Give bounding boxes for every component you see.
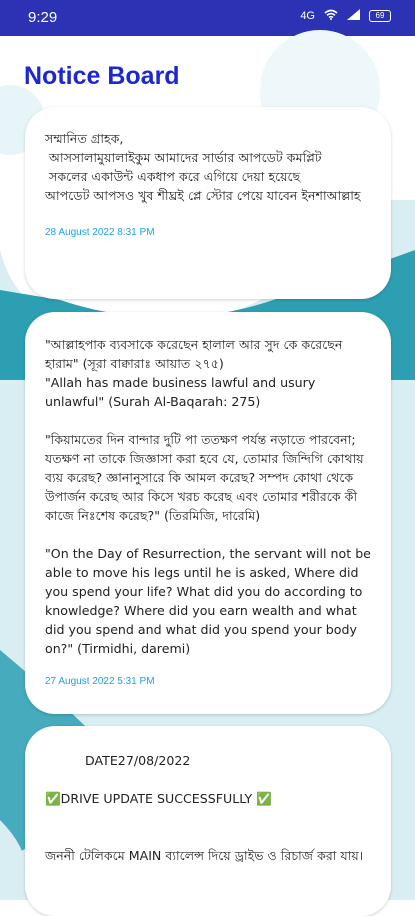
page-title: Notice Board xyxy=(24,62,180,90)
network-type-icon: 4G xyxy=(300,10,315,22)
battery-icon: 69 xyxy=(369,10,391,22)
notice-message: DATE27/08/2022 ✅DRIVE UPDATE SUCCESSFULLY ✅ জননী টেলিকমে MAIN ব্যালেন্স দিয়ে ড্রাইভ ও রিচার্জ করা যায়। xyxy=(45,753,364,863)
notice-card[interactable] xyxy=(25,107,391,299)
notice-message: "আল্লাহপাক ব্যবসাকে করেছেন হালাল আর সুদ কে করেছেন হারাম" (সূরা বাক্বারাঃ আয়াত ২৭৫) "Allah has made business lawful and usury unlawful" (Surah Al-Baqarah: 275) "কিয়ামতের দিন বান্দার দুটি পা ততক্ষণ পর্যন্ত নড়াতে পারবেনা; যতক্ষণ না তাকে জিজ্ঞাসা করা হবে যে, তোমার জিন্দিগি কোথায় ব্যয় করেছ? জ্ঞানানুসারে কি আমল করেছ? সম্পদ কোথা থেকে উপার্জন করেছ আর কিসে খরচ করেছ এবং তোমার শরীরকে কী কাজে নিঃশেষ করেছ?" (তিরমিজি, দারেমি) "On the Day of Resurrection, the servant will not be able to move his legs until he is asked, Where did you spend your life? What did you do according to knowledge? Where did you earn wealth and what did you spend and what did you spend your body on?" (Tirmidhi, daremi) xyxy=(45,337,371,656)
status-time: 9:29 xyxy=(28,9,58,26)
notice-message: সম্মানিত গ্রাহক, আসসালামুয়ালাইকুম আমাদের সার্ভার আপডেট কমপ্লিট সকলের একাউন্ট একধাপ করে এগিয়ে দেয়া হয়েছে আপডেট আপসও খুব শীঘ্রই প্লে স্টোর পেয়ে যাবেন ইনশাআল্লাহ xyxy=(45,131,361,203)
notice-card[interactable] xyxy=(25,312,391,714)
notice-card[interactable] xyxy=(25,726,391,916)
notice-date: 28 August 2022 8:31 PM xyxy=(45,227,155,238)
notice-date: 27 August 2022 5:31 PM xyxy=(45,676,155,687)
